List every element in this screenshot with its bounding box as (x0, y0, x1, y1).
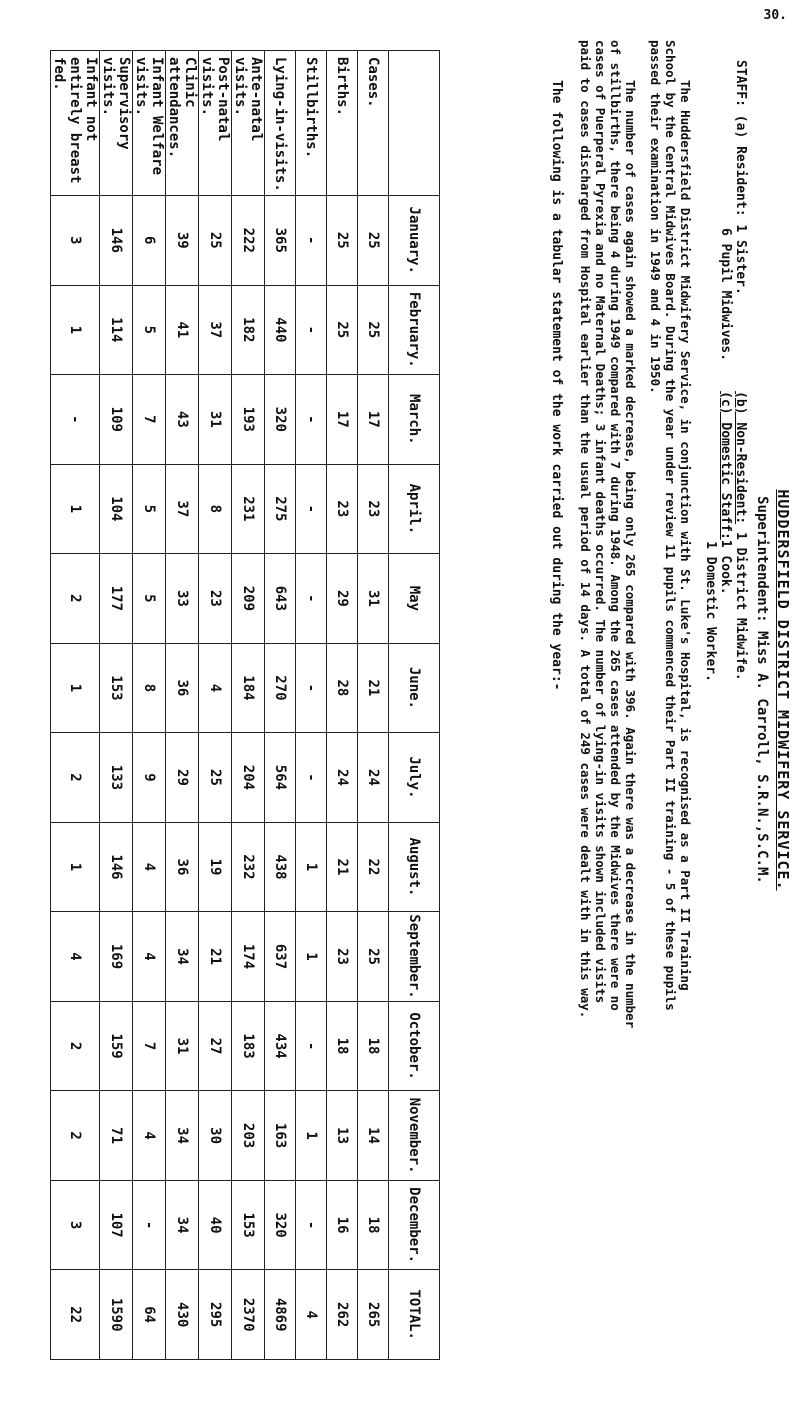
table-cell: 24 (358, 733, 389, 823)
table-cell: 232 (232, 822, 265, 912)
table-cell: 1 (296, 822, 327, 912)
month-header: June. (389, 643, 440, 733)
table-cell: 31 (166, 1001, 199, 1091)
table-cell: 182 (232, 285, 265, 375)
table-cell: 18 (358, 1001, 389, 1091)
row-label: Infant Welfare visits. (133, 51, 166, 196)
month-header: January. (389, 196, 440, 286)
table-cell: 25 (358, 196, 389, 286)
table-row (232, 51, 265, 1360)
month-header: March. (389, 375, 440, 465)
table-cell: 153 (100, 643, 133, 733)
table-row (166, 51, 199, 1360)
table-cell: 25 (327, 196, 358, 286)
table-header-row (389, 51, 440, 1360)
table-cell: 1 (51, 643, 100, 733)
table-cell: 8 (133, 643, 166, 733)
table-cell: 18 (358, 1180, 389, 1270)
table-cell: 430 (166, 1270, 199, 1360)
table-cell: 25 (199, 733, 232, 823)
table-cell: - (296, 375, 327, 465)
table-cell: 3 (51, 1180, 100, 1270)
table-cell: - (296, 643, 327, 733)
table-cell: 3 (51, 196, 100, 286)
table-cell: 1590 (100, 1270, 133, 1360)
table-cell: 2370 (232, 1270, 265, 1360)
table-cell: 22 (358, 822, 389, 912)
month-header: December. (389, 1180, 440, 1270)
table-cell: 184 (232, 643, 265, 733)
table-cell: - (296, 1180, 327, 1270)
table-cell: 643 (265, 554, 296, 644)
month-header: April. (389, 464, 440, 554)
row-label: Infant not entirely breast fed. (51, 51, 100, 196)
table-cell: 24 (327, 733, 358, 823)
work-table-wrapper (50, 50, 440, 1360)
table-cell: 21 (327, 822, 358, 912)
resident-2: 6 Pupil Midwives. (718, 228, 733, 362)
table-cell: 34 (166, 1091, 199, 1181)
table-row (296, 51, 327, 1360)
row-label: Supervisory visits. (100, 51, 133, 196)
table-cell: 270 (265, 643, 296, 733)
table-cell: 440 (265, 285, 296, 375)
table-cell: 40 (199, 1180, 232, 1270)
work-statistics-table (50, 50, 440, 1360)
row-label: Clinic attendances. (166, 51, 199, 196)
table-row (100, 51, 133, 1360)
table-cell: 177 (100, 554, 133, 644)
nonresident-value: 1 District Midwife. (733, 531, 748, 681)
table-cell: 7 (133, 1001, 166, 1091)
table-cell: - (296, 285, 327, 375)
table-cell: 30 (199, 1091, 232, 1181)
table-cell: 146 (100, 822, 133, 912)
row-label: Cases. (358, 51, 389, 196)
month-header: May (389, 554, 440, 644)
table-cell: 1 (296, 1091, 327, 1181)
table-cell: 8 (199, 464, 232, 554)
domestic-2: 1 Domestic Worker. (703, 541, 718, 682)
table-cell: 1 (51, 285, 100, 375)
table-cell: - (296, 554, 327, 644)
table-row (51, 51, 100, 1360)
table-cell: - (296, 196, 327, 286)
table-cell: 31 (199, 375, 232, 465)
month-header: November. (389, 1091, 440, 1181)
month-header: TOTAL. (389, 1270, 440, 1360)
header-corner (389, 51, 440, 196)
table-cell: 4 (133, 912, 166, 1002)
table-cell: 193 (232, 375, 265, 465)
table-cell: 4 (133, 822, 166, 912)
table-cell: 295 (199, 1270, 232, 1360)
table-cell: 27 (199, 1001, 232, 1091)
table-cell: 163 (265, 1091, 296, 1181)
staff-resident (703, 60, 748, 361)
row-label: Stillbirths. (296, 51, 327, 196)
row-label: Births. (327, 51, 358, 196)
table-cell: - (296, 464, 327, 554)
table-cell: 107 (100, 1180, 133, 1270)
table-cell: 183 (232, 1001, 265, 1091)
table-cell: 637 (265, 912, 296, 1002)
table-cell: 222 (232, 196, 265, 286)
table-cell: 169 (100, 912, 133, 1002)
table-cell: 14 (358, 1091, 389, 1181)
table-cell: 34 (166, 912, 199, 1002)
table-cell: 31 (358, 554, 389, 644)
table-row (358, 51, 389, 1360)
table-cell: 25 (358, 285, 389, 375)
table-cell: 4 (133, 1091, 166, 1181)
table-cell: 43 (166, 375, 199, 465)
table-cell: 209 (232, 554, 265, 644)
table-cell: 39 (166, 196, 199, 286)
table-cell: 17 (327, 375, 358, 465)
table-cell: 4 (296, 1270, 327, 1360)
table-cell: 21 (358, 643, 389, 733)
table-cell: 109 (100, 375, 133, 465)
table-cell: 4 (199, 643, 232, 733)
table-cell: 438 (265, 822, 296, 912)
table-cell: 33 (166, 554, 199, 644)
table-cell: 25 (199, 196, 232, 286)
table-cell: 28 (327, 643, 358, 733)
table-cell: 1 (51, 464, 100, 554)
table-cell: 18 (327, 1001, 358, 1091)
table-cell: 21 (199, 912, 232, 1002)
page-number: 30. (763, 8, 787, 23)
table-cell: 153 (232, 1180, 265, 1270)
table-row (199, 51, 232, 1360)
table-cell: 29 (166, 733, 199, 823)
table-cell: 275 (265, 464, 296, 554)
table-cell: 41 (166, 285, 199, 375)
table-cell: 37 (166, 464, 199, 554)
table-cell: 25 (358, 912, 389, 1002)
table-cell: 22 (51, 1270, 100, 1360)
table-cell: 25 (327, 285, 358, 375)
table-cell: 1 (296, 912, 327, 1002)
table-cell: 13 (327, 1091, 358, 1181)
table-cell: 1 (51, 822, 100, 912)
row-label: Post-natal visits. (199, 51, 232, 196)
table-body (51, 51, 389, 1360)
table-cell: 231 (232, 464, 265, 554)
table-cell: 146 (100, 196, 133, 286)
table-cell: 2 (51, 1091, 100, 1181)
table-cell: 17 (358, 375, 389, 465)
table-cell: 320 (265, 1180, 296, 1270)
table-cell: 64 (133, 1270, 166, 1360)
table-cell: - (296, 733, 327, 823)
staff-list (703, 60, 748, 1340)
table-cell: 23 (327, 464, 358, 554)
table-cell: 4869 (265, 1270, 296, 1360)
table-cell: 4 (51, 912, 100, 1002)
month-header: August. (389, 822, 440, 912)
table-cell: 320 (265, 375, 296, 465)
table-cell: 5 (133, 554, 166, 644)
table-intro: The following is a tabular statement of the work carried out during the year:- (549, 80, 564, 691)
table-cell: 16 (327, 1180, 358, 1270)
month-header: July. (389, 733, 440, 823)
table-cell: 36 (166, 822, 199, 912)
paragraph-cases: The number of cases again showed a marked decrease, being only 265 compared with 396. Again there was a decrease in the number of stillbirths, there being 4 during 1949 compared with 7 during 1948. Among the 265 cases attended by the Midwives there were no cases of Puerperal Pyrexia and no Maternal Deaths; 3 infant deaths occurred. The number of lying-in visits shown included visits paid to cases discharged from Hospital earlier than the usual period of 14 days. A total of 249 cases were dealt with in this way. (578, 40, 638, 1029)
table-cell: - (51, 375, 100, 465)
table-cell: 104 (100, 464, 133, 554)
table-cell: 2 (51, 1001, 100, 1091)
nonresident-label: (b) Non-Resident: (733, 391, 748, 525)
row-label: Lying-in-visits. (265, 51, 296, 196)
table-cell: 5 (133, 464, 166, 554)
table-cell: 262 (327, 1270, 358, 1360)
paragraph-training: The Huddersfield District Midwifery Service, in conjunction with St. Luke's Hospital, is recognised as a Part II Training School by the Central Midwives Board. During the year under review 11 pupils commenced their Part II training - 5 of these pupils passed their examination in 1949 and 4 in 1950. (648, 40, 693, 1011)
table-cell: 265 (358, 1270, 389, 1360)
table-row (327, 51, 358, 1360)
table-cell: 19 (199, 822, 232, 912)
superintendent-line: Superintendent: Miss A. Carroll, S.R.N.,S.C.M. (754, 496, 770, 884)
report-text (492, 40, 792, 1340)
table-cell: 133 (100, 733, 133, 823)
table-cell: 5 (133, 285, 166, 375)
table-cell: 6 (133, 196, 166, 286)
table-cell: 204 (232, 733, 265, 823)
table-cell: 2 (51, 733, 100, 823)
table-cell: 7 (133, 375, 166, 465)
table-cell: 203 (232, 1091, 265, 1181)
staff-other (703, 391, 748, 682)
table-cell: 365 (265, 196, 296, 286)
table-cell: 174 (232, 912, 265, 1002)
table-cell: 29 (327, 554, 358, 644)
month-header: September. (389, 912, 440, 1002)
row-label: Ante-natal visits. (232, 51, 265, 196)
table-cell: 23 (327, 912, 358, 1002)
table-row (265, 51, 296, 1360)
domestic-1: 1 Cook. (718, 539, 733, 595)
table-cell: 23 (199, 554, 232, 644)
table-cell: - (133, 1180, 166, 1270)
table-row (133, 51, 166, 1360)
table-cell: 9 (133, 733, 166, 823)
table-cell: 71 (100, 1091, 133, 1181)
table-cell: 2 (51, 554, 100, 644)
month-header: February. (389, 285, 440, 375)
table-cell: 434 (265, 1001, 296, 1091)
month-header: October. (389, 1001, 440, 1091)
document-title: HUDDERSFIELD DISTRICT MIDWIFERY SERVICE. (774, 489, 792, 891)
table-cell: 23 (358, 464, 389, 554)
table-cell: 36 (166, 643, 199, 733)
resident-1: 1 Sister. (733, 224, 748, 295)
resident-label: STAFF: (a) Resident: (733, 60, 748, 217)
domestic-label: (c) Domestic Staff: (718, 391, 733, 540)
table-cell: - (296, 1001, 327, 1091)
table-cell: 34 (166, 1180, 199, 1270)
table-cell: 114 (100, 285, 133, 375)
table-cell: 37 (199, 285, 232, 375)
table-cell: 159 (100, 1001, 133, 1091)
table-cell: 564 (265, 733, 296, 823)
